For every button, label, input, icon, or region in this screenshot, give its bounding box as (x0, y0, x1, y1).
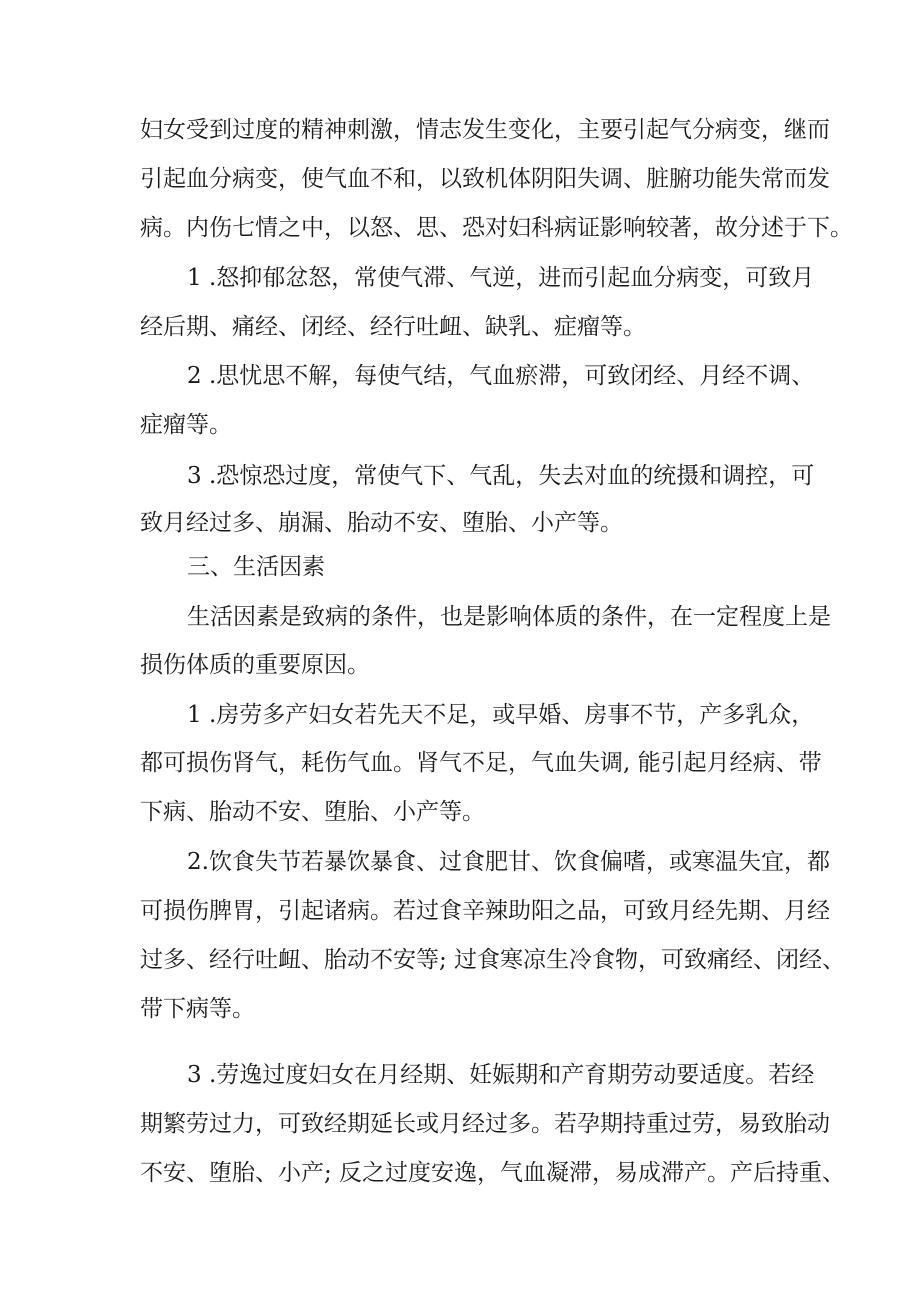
paragraph-line: 可损伤脾胃，引起诸病。若过食辛辣助阳之品，可致月经先期、月经 (140, 898, 830, 924)
paragraph-line: 经后期、痛经、闭经、经行吐衄、缺乳、症瘤等。 (140, 314, 646, 340)
paragraph-line: 2 .思忧思不解，每使气结，气血瘀滞，可致闭经、月经不调、 (187, 363, 815, 389)
paragraph-line: 3 .劳逸过度妇女在月经期、妊娠期和产育期劳动要适度。若经 (187, 1062, 815, 1088)
paragraph-line: 期繁劳过力，可致经期延长或月经过多。若孕期持重过劳，易致胎动 (140, 1111, 830, 1137)
paragraph-line: 都可损伤肾气，耗伤气血。肾气不足，气血失调, 能引起月经病、带 (140, 750, 822, 776)
paragraph-line: 症瘤等。 (140, 412, 232, 438)
paragraph-line: 1 .怒抑郁忿怒，常使气滞、气逆，进而引起血分病变，可致月 (187, 265, 815, 291)
paragraph-line: 妇女受到过度的精神刺激，情志发生变化，主要引起气分病变，继而 (140, 117, 830, 143)
paragraph-line: 致月经过多、崩漏、胎动不安、堕胎、小产等。 (140, 510, 623, 536)
paragraph-line: 病。内伤七情之中，以怒、思、恐对妇科病证影响较著，故分述于下。 (140, 215, 853, 241)
paragraph-line: 生活因素是致病的条件，也是影响体质的条件，在一定程度上是 (187, 604, 831, 630)
paragraph-line: 下病、胎动不安、堕胎、小产等。 (140, 799, 485, 825)
paragraph-line: 2.饮食失节若暴饮暴食、过食肥甘、饮食偏嗜，或寒温失宜，都 (187, 849, 830, 875)
paragraph-line: 带下病等。 (140, 996, 255, 1022)
paragraph-line: 过多、经行吐衄、胎动不安等; 过食寒凉生冷食物，可致痛经、闭经、 (140, 947, 846, 973)
paragraph-line: 1 .房劳多产妇女若先天不足，或早婚、房事不节，产多乳众， (187, 702, 815, 728)
paragraph-line: 3 .恐惊恐过度，常使气下、气乱，失去对血的统摄和调控，可 (187, 463, 815, 489)
paragraph-line: 损伤体质的重要原因。 (140, 652, 370, 678)
paragraph-line: 不安、堕胎、小产; 反之过度安逸，气血凝滞，易成滞产。产后持重、 (140, 1160, 846, 1186)
section-heading: 三、生活因素 (187, 554, 325, 580)
paragraph-line: 引起血分病变，使气血不和，以致机体阴阳失调、脏腑功能失常而发 (140, 166, 830, 192)
